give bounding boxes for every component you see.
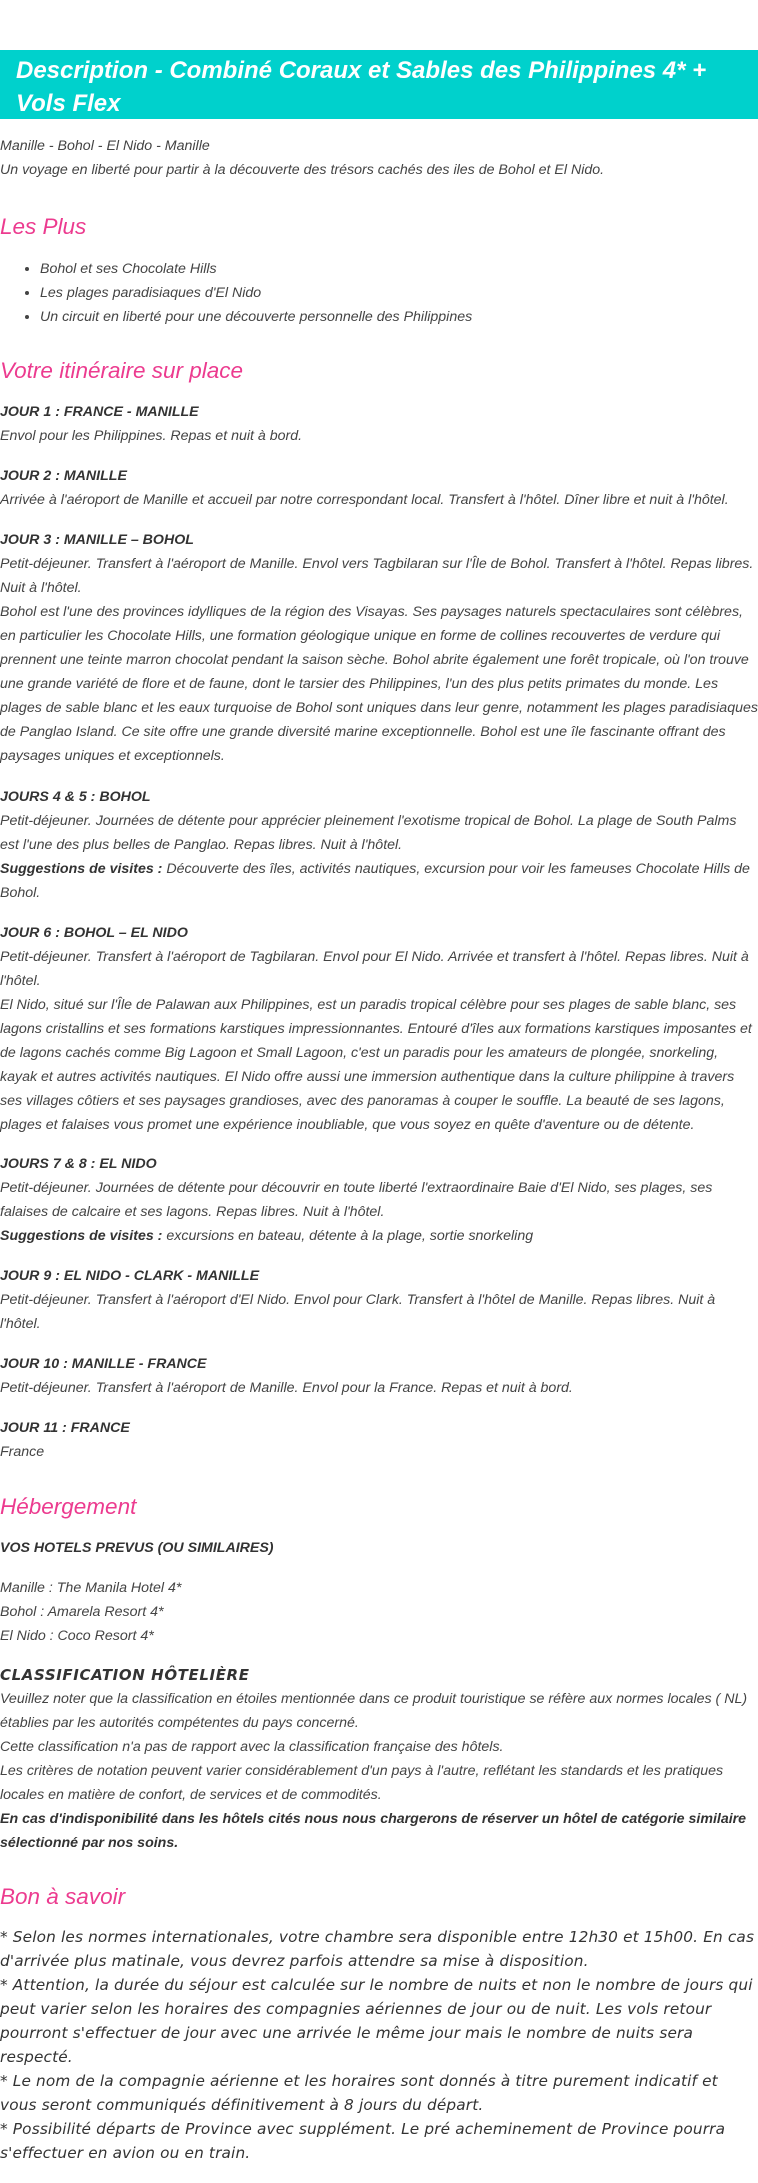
day-2 bbox=[0, 464, 758, 512]
hotels-subheading: VOS HOTELS PREVUS (OU SIMILAIRES) bbox=[0, 1540, 274, 1556]
list-item: • Les plages paradisiaques d'El Nido bbox=[40, 281, 758, 305]
day-text: Petit-déjeuner. Transfert à l'aéroport de Manille. Envol vers Tagbilaran sur l'Île de Bohol. Transfert à l'hôtel. Repas libres. Nuit à l'hôtel. bbox=[0, 556, 754, 596]
page-title: Description - Combiné Coraux et Sables des Philippines 4* + Vols Flex bbox=[16, 57, 707, 117]
summary-text: Un voyage en liberté pour partir à la découverte des trésors cachés des iles de Bohol et El Nido. bbox=[0, 162, 605, 178]
day-text: Petit-déjeuner. Journées de détente pour découvrir en toute liberté l'extraordinaire Baie d'El Nido, ses plages, ses falaises de calcaire et ses lagons. Repas libres. Nuit à l'hôtel. bbox=[0, 1180, 713, 1220]
day-7-8 bbox=[0, 1152, 758, 1248]
day-text: Petit-déjeuner. Transfert à l'aéroport de Manille. Envol pour la France. Repas et nuit à bord. bbox=[0, 1380, 573, 1396]
day-3 bbox=[0, 528, 758, 768]
day-9 bbox=[0, 1264, 758, 1336]
suggestions-label: Suggestions de visites : bbox=[0, 1228, 163, 1244]
day-6 bbox=[0, 921, 758, 1137]
list-item: • Bohol et ses Chocolate Hills bbox=[40, 257, 758, 281]
hebergement-heading: Hébergement bbox=[0, 1494, 137, 1519]
note-item: * Possibilité départs de Province avec supplément. Le pré acheminement de Province pourra s'effectuer en avion ou en train. bbox=[0, 2120, 726, 2162]
day-title: JOUR 9 : EL NIDO - CLARK - MANILLE bbox=[0, 1268, 260, 1284]
day-title: JOUR 3 : MANILLE – BOHOL bbox=[0, 532, 194, 548]
bon-a-savoir-heading: Bon à savoir bbox=[0, 1884, 126, 1909]
bon-a-savoir-notes bbox=[0, 1925, 758, 2165]
suggestions bbox=[0, 857, 758, 905]
day-title: JOUR 1 : FRANCE - MANILLE bbox=[0, 404, 199, 420]
day-text: Arrivée à l'aéroport de Manille et accueil par notre correspondant local. Transfert à l'hôtel. Dîner libre et nuit à l'hôtel. bbox=[0, 492, 729, 508]
classification-block bbox=[0, 1663, 758, 1855]
hebergement-section bbox=[0, 1492, 758, 1522]
day-extra: Bohol est l'une des provinces idylliques de la région des Visayas. Ses paysages naturels spectaculaires sont célèbres, en particulier les Chocolate Hills, une formation géologique unique en forme de collines recouvertes de verdure qui prennent une teinte marron chocolat pendant la saison sèche. Bohol abrite également une forêt tropicale, où l'on trouve une grande variété de flore et de faune, dont le tarsier des Philippines, l'un des plus petits primates du monde. Les plages de sable blanc et les eaux turquoise de Bohol sont uniques dans leur genre, notamment les plages paradisiaques de Panglao Island. Ce site offre une grande diversité marine exceptionnelle. Bohol est une île fascinante offrant des paysages uniques et exceptionnels. bbox=[0, 604, 758, 764]
day-text: Petit-déjeuner. Journées de détente pour apprécier pleinement l'exotisme tropical de Bohol. La plage de South Palms est l'une des plus belles de Panglao. Repas libres. Nuit à l'hôtel. bbox=[0, 813, 737, 853]
route-text: Manille - Bohol - El Nido - Manille bbox=[0, 138, 210, 154]
hotel-item: Bohol : Amarela Resort 4* bbox=[0, 1604, 164, 1620]
day-title: JOUR 10 : MANILLE - FRANCE bbox=[0, 1356, 207, 1372]
suggestions-label: Suggestions de visites : bbox=[0, 861, 163, 877]
day-title: JOUR 2 : MANILLE bbox=[0, 468, 127, 484]
classification-title: CLASSIFICATION HÔTELIÈRE bbox=[0, 1666, 250, 1684]
day-text: Petit-déjeuner. Transfert à l'aéroport de Tagbilaran. Envol pour El Nido. Arrivée et transfert à l'hôtel. Repas libres. Nuit à l'hôtel. bbox=[0, 949, 749, 989]
hotel-item: Manille : The Manila Hotel 4* bbox=[0, 1580, 182, 1596]
classification-line: Les critères de notation peuvent varier considérablement d'un pays à l'autre, reflétant les standards et les pratiques locales en matière de confort, de services et de commodités. bbox=[0, 1763, 724, 1803]
day-10 bbox=[0, 1352, 758, 1400]
day-1 bbox=[0, 400, 758, 448]
day-text: France bbox=[0, 1444, 45, 1460]
day-4-5 bbox=[0, 785, 758, 905]
day-11 bbox=[0, 1416, 758, 1464]
note-item: * Attention, la durée du séjour est calculée sur le nombre de nuits et non le nombre de jours qui peut varier selon les horaires des compagnies aériennes de jour ou de nuit. Les vols retour pourront s'effectuer de jour avec une arrivée le même jour mais le nombre de nuits sera respecté. bbox=[0, 1976, 753, 2066]
description-banner bbox=[0, 50, 758, 119]
classification-notice: En cas d'indisponibilité dans les hôtels cités nous nous chargerons de réserver un hôtel de catégorie similaire sélectionné par nos soins. bbox=[0, 1811, 747, 1851]
day-text: Petit-déjeuner. Transfert à l'aéroport d'El Nido. Envol pour Clark. Transfert à l'hôtel de Manille. Repas libres. Nuit à l'hôtel. bbox=[0, 1292, 716, 1332]
note-item: * Selon les normes internationales, votre chambre sera disponible entre 12h30 et 15h00. En cas d'arrivée plus matinale, vous devrez parfois attendre sa mise à disposition. bbox=[0, 1928, 755, 1970]
classification-line: Cette classification n'a pas de rapport avec la classification française des hôtels. bbox=[0, 1739, 504, 1755]
les-plus-list bbox=[0, 257, 758, 329]
suggestions-text: Découverte des îles, activités nautiques, excursion pour voir les fameuses Chocolate Hills de Bohol. bbox=[0, 861, 750, 901]
les-plus-heading: Les Plus bbox=[0, 214, 87, 239]
day-title: JOUR 11 : FRANCE bbox=[0, 1420, 130, 1436]
les-plus-section bbox=[0, 212, 758, 329]
intro bbox=[0, 134, 758, 182]
classification-line: Veuillez noter que la classification en étoiles mentionnée dans ce produit touristique se réfère aux normes locales ( NL) établies par les autorités compétentes du pays concerné. bbox=[0, 1691, 748, 1731]
bon-a-savoir-section bbox=[0, 1882, 758, 1912]
suggestions-text: excursions en bateau, détente à la plage, sortie snorkeling bbox=[162, 1228, 534, 1244]
itineraire-heading: Votre itinéraire sur place bbox=[0, 358, 244, 383]
suggestions bbox=[0, 1224, 758, 1248]
day-title: JOUR 6 : BOHOL – EL NIDO bbox=[0, 925, 188, 941]
day-title: JOURS 7 & 8 : EL NIDO bbox=[0, 1156, 157, 1172]
list-item: • Un circuit en liberté pour une découverte personnelle des Philippines bbox=[40, 305, 758, 329]
note-item: * Le nom de la compagnie aérienne et les horaires sont donnés à titre purement indicatif et vous seront communiqués définitivement à 8 jours du départ. bbox=[0, 2072, 718, 2114]
hotels-block bbox=[0, 1536, 758, 1648]
day-extra: El Nido, situé sur l'Île de Palawan aux Philippines, est un paradis tropical célèbre pour ses plages de sable blanc, ses lagons cristallins et ses formations karstiques impressionnantes. Entouré d'îles aux formations karstiques imposantes et de lagons cachés comme Big Lagoon et Small Lagoon, c'est un paradis pour les amateurs de plongée, snorkeling, kayak et autres activités nautiques. El Nido offre aussi une immersion authentique dans la culture philippine à travers ses villages côtiers et ses paysages grandioses, avec des panoramas à couper le souffle. La beauté de ses lagons, plages et falaises vous promet une expérience inoubliable, que vous soyez en quête d'aventure ou de détente. bbox=[0, 997, 752, 1133]
day-title: JOURS 4 & 5 : BOHOL bbox=[0, 789, 151, 805]
day-text: Envol pour les Philippines. Repas et nuit à bord. bbox=[0, 428, 303, 444]
hotel-item: El Nido : Coco Resort 4* bbox=[0, 1628, 154, 1644]
itineraire-section bbox=[0, 356, 758, 386]
